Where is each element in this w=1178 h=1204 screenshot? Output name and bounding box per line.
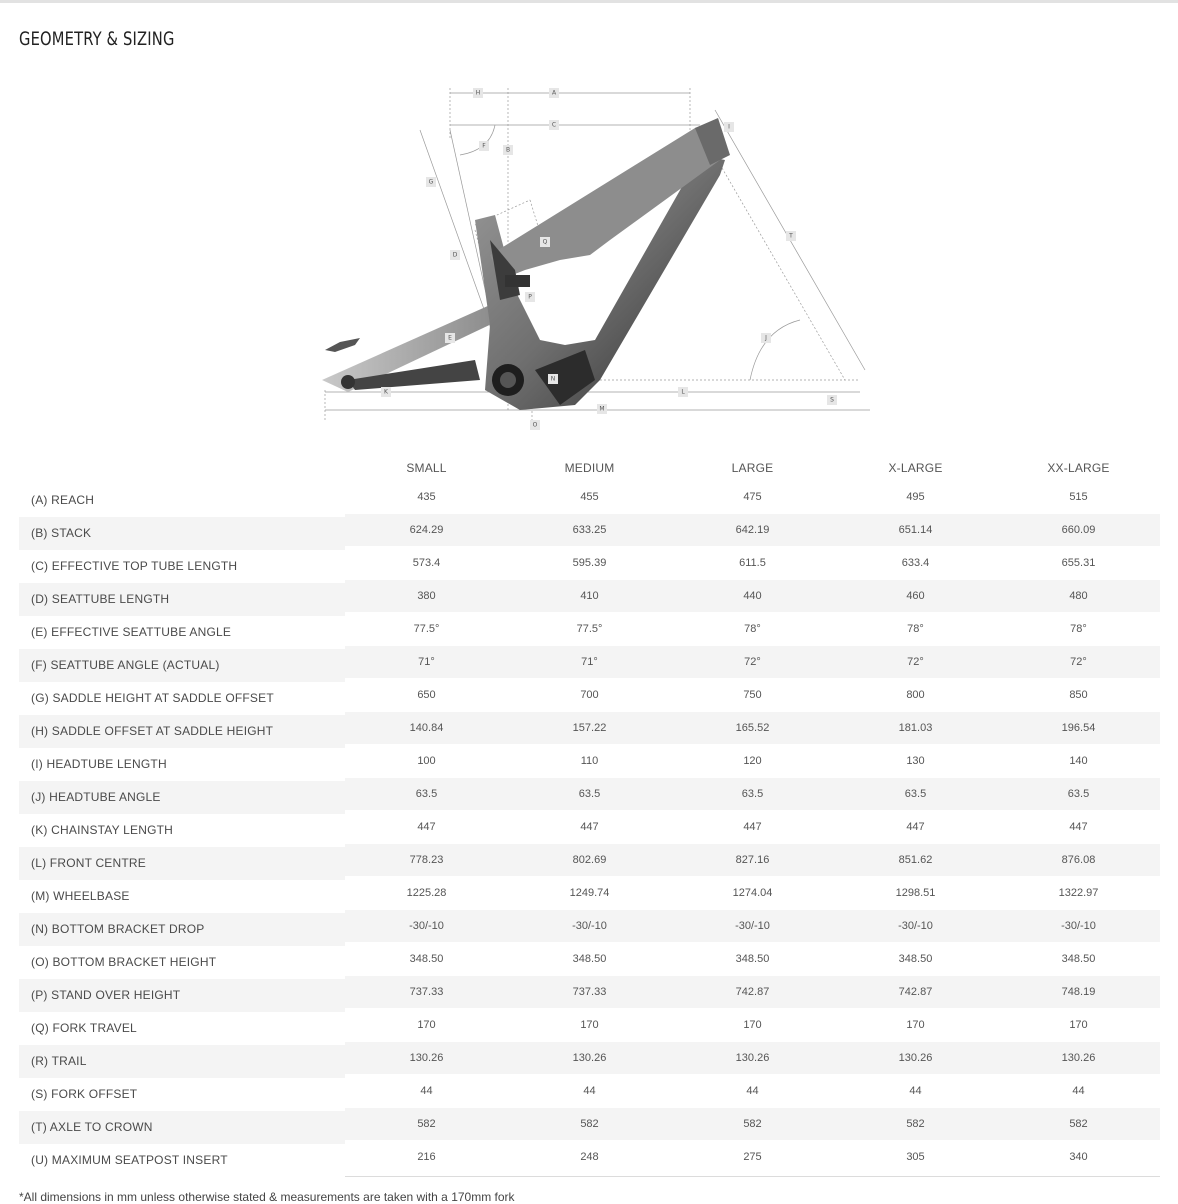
table-row: [19, 913, 1160, 946]
value-cell: 582: [345, 1108, 508, 1141]
value-cell: 170: [508, 1009, 671, 1042]
value-cell: 72°: [671, 646, 834, 679]
value-cell: 44: [508, 1075, 671, 1108]
table-row: [19, 979, 1160, 1012]
svg-text:Q: Q: [542, 238, 548, 246]
value-cell: 78°: [671, 613, 834, 646]
value-cell: 348.50: [671, 943, 834, 976]
row-label: (S) FORK OFFSET: [19, 1078, 345, 1111]
svg-text:I: I: [728, 123, 730, 131]
value-cell: 410: [508, 580, 671, 613]
value-cell: 348.50: [834, 943, 997, 976]
value-cell: 120: [671, 745, 834, 778]
dim-label-k: [381, 387, 391, 397]
svg-text:O: O: [532, 421, 538, 429]
value-cell: 216: [345, 1141, 508, 1174]
value-cell: 63.5: [997, 778, 1160, 811]
value-cell: -30/-10: [834, 910, 997, 943]
dim-label-c: [549, 120, 559, 130]
value-cell: 130.26: [345, 1042, 508, 1075]
value-cell: 851.62: [834, 844, 997, 877]
value-cell: 440: [671, 580, 834, 613]
value-cell: 77.5°: [345, 613, 508, 646]
value-cell: 170: [834, 1009, 997, 1042]
table-row: [19, 781, 1160, 814]
dim-label-i: [724, 122, 734, 132]
row-label: (Q) FORK TRAVEL: [19, 1012, 345, 1045]
value-cell: 63.5: [671, 778, 834, 811]
value-cell: 1274.04: [671, 877, 834, 910]
value-cell: 170: [997, 1009, 1160, 1042]
value-cell: 348.50: [345, 943, 508, 976]
top-divider: [0, 0, 1178, 3]
value-cell: 1225.28: [345, 877, 508, 910]
value-cell: 275: [671, 1141, 834, 1174]
dim-label-p: [525, 292, 535, 302]
value-cell: 72°: [997, 646, 1160, 679]
size-header: LARGE: [731, 460, 774, 475]
value-cell: 742.87: [834, 976, 997, 1009]
value-cell: 63.5: [834, 778, 997, 811]
row-label: (E) EFFECTIVE SEATTUBE ANGLE: [19, 616, 345, 649]
rear-triangle: [322, 305, 500, 392]
table-row: [19, 517, 1160, 550]
row-label: (M) WHEELBASE: [19, 880, 345, 913]
header-label-cell: [19, 452, 345, 484]
value-cell: 170: [345, 1009, 508, 1042]
table-row: [19, 880, 1160, 913]
value-cell: 582: [508, 1108, 671, 1141]
value-cell: 750: [671, 679, 834, 712]
value-cell: 130.26: [508, 1042, 671, 1075]
value-cell: 850: [997, 679, 1160, 712]
value-cell: 1249.74: [508, 877, 671, 910]
value-cell: 651.14: [834, 514, 997, 547]
value-cell: 515: [997, 481, 1160, 514]
table-row: [19, 946, 1160, 979]
value-cell: 44: [345, 1075, 508, 1108]
value-cell: 340: [997, 1141, 1160, 1174]
value-cell: 778.23: [345, 844, 508, 877]
row-label: (B) STACK: [19, 517, 345, 550]
size-header: SMALL: [406, 460, 447, 475]
table-row: [19, 847, 1160, 880]
value-cell: 78°: [834, 613, 997, 646]
row-label: (K) CHAINSTAY LENGTH: [19, 814, 345, 847]
value-cell: 165.52: [671, 712, 834, 745]
value-cell: 595.39: [508, 547, 671, 580]
row-label: (L) FRONT CENTRE: [19, 847, 345, 880]
value-cell: 573.4: [345, 547, 508, 580]
row-label: (G) SADDLE HEIGHT AT SADDLE OFFSET: [19, 682, 345, 715]
value-cell: 800: [834, 679, 997, 712]
bike-frame: [475, 118, 730, 410]
dim-label-j: [761, 333, 771, 343]
value-cell: 495: [834, 481, 997, 514]
value-cell: 181.03: [834, 712, 997, 745]
value-cell: -30/-10: [671, 910, 834, 943]
table-row: [19, 682, 1160, 715]
value-cell: 130: [834, 745, 997, 778]
value-cell: 78°: [997, 613, 1160, 646]
value-cell: 435: [345, 481, 508, 514]
table-row: [19, 1078, 1160, 1111]
table-row: [19, 1012, 1160, 1045]
row-label: (H) SADDLE OFFSET AT SADDLE HEIGHT: [19, 715, 345, 748]
row-label: (C) EFFECTIVE TOP TUBE LENGTH: [19, 550, 345, 583]
value-cell: 196.54: [997, 712, 1160, 745]
dim-label-g: [426, 177, 436, 187]
value-cell: 140.84: [345, 712, 508, 745]
value-cell: 348.50: [997, 943, 1160, 976]
svg-text:M: M: [599, 405, 605, 413]
value-cell: 380: [345, 580, 508, 613]
value-cell: 447: [671, 811, 834, 844]
value-cell: 737.33: [508, 976, 671, 1009]
value-cell: 100: [345, 745, 508, 778]
table-row: [19, 715, 1160, 748]
value-cell: 455: [508, 481, 671, 514]
value-cell: 475: [671, 481, 834, 514]
row-label: (F) SEATTUBE ANGLE (ACTUAL): [19, 649, 345, 682]
value-cell: 742.87: [671, 976, 834, 1009]
value-cell: 447: [508, 811, 671, 844]
value-cell: 63.5: [508, 778, 671, 811]
svg-text:L: L: [681, 388, 685, 396]
svg-text:K: K: [384, 388, 388, 396]
row-label: (J) HEADTUBE ANGLE: [19, 781, 345, 814]
value-cell: 305: [834, 1141, 997, 1174]
svg-text:T: T: [789, 232, 793, 240]
value-cell: 624.29: [345, 514, 508, 547]
table-row: [19, 748, 1160, 781]
size-header: X-LARGE: [888, 460, 943, 475]
value-cell: 63.5: [345, 778, 508, 811]
value-cell: -30/-10: [345, 910, 508, 943]
value-cell: 72°: [834, 646, 997, 679]
value-cell: 1322.97: [997, 877, 1160, 910]
svg-text:C: C: [551, 121, 557, 129]
value-cell: 248: [508, 1141, 671, 1174]
table-row: [19, 583, 1160, 616]
value-cell: -30/-10: [508, 910, 671, 943]
value-cell: 633.25: [508, 514, 671, 547]
svg-text:G: G: [428, 178, 434, 186]
value-cell: 77.5°: [508, 613, 671, 646]
size-header: XX-LARGE: [1047, 460, 1110, 475]
value-cell: 170: [671, 1009, 834, 1042]
table-row: [19, 484, 1160, 517]
value-cell: 140: [997, 745, 1160, 778]
table-row: [19, 550, 1160, 583]
svg-text:E: E: [448, 334, 452, 342]
svg-text:A: A: [551, 89, 557, 97]
row-label: (O) BOTTOM BRACKET HEIGHT: [19, 946, 345, 979]
value-cell: 71°: [508, 646, 671, 679]
size-header-row: [19, 452, 1160, 484]
row-label: (D) SEATTUBE LENGTH: [19, 583, 345, 616]
value-cell: 700: [508, 679, 671, 712]
dim-label-o: [530, 420, 540, 430]
row-label: (A) REACH: [19, 484, 345, 517]
dim-label-l: [678, 387, 688, 397]
geometry-table: [19, 452, 1160, 1177]
value-cell: 748.19: [997, 976, 1160, 1009]
size-header: MEDIUM: [564, 460, 615, 475]
dim-label-n: [548, 374, 558, 384]
value-cell: 447: [834, 811, 997, 844]
table-row: [19, 649, 1160, 682]
value-cell: 71°: [345, 646, 508, 679]
table-row: [19, 1144, 1160, 1177]
value-cell: 447: [997, 811, 1160, 844]
value-cell: 633.4: [834, 547, 997, 580]
value-cell: 130.26: [997, 1042, 1160, 1075]
svg-text:S: S: [830, 396, 834, 404]
svg-text:D: D: [452, 251, 458, 259]
row-label: (I) HEADTUBE LENGTH: [19, 748, 345, 781]
value-cell: 582: [671, 1108, 834, 1141]
svg-text:P: P: [528, 293, 532, 301]
value-cell: 480: [997, 580, 1160, 613]
svg-text:B: B: [505, 146, 511, 154]
value-cell: 44: [997, 1075, 1160, 1108]
dim-label-q: [540, 237, 550, 247]
dim-label-e: [445, 333, 455, 343]
dim-label-s: [827, 395, 837, 405]
svg-text:J: J: [765, 334, 767, 342]
value-cell: 460: [834, 580, 997, 613]
value-cell: 655.31: [997, 547, 1160, 580]
table-row: [19, 1045, 1160, 1078]
row-label: (U) MAXIMUM SEATPOST INSERT: [19, 1144, 345, 1177]
section-title: GEOMETRY & SIZING: [19, 28, 175, 50]
row-label: (N) BOTTOM BRACKET DROP: [19, 913, 345, 946]
value-cell: 642.19: [671, 514, 834, 547]
table-row: [19, 1111, 1160, 1144]
value-cell: 130.26: [671, 1042, 834, 1075]
svg-text:F: F: [482, 142, 486, 150]
value-cell: 44: [671, 1075, 834, 1108]
dim-label-b: [503, 145, 513, 155]
value-cell: 44: [834, 1075, 997, 1108]
value-cell: 157.22: [508, 712, 671, 745]
value-cell: 611.5: [671, 547, 834, 580]
dim-label-m: [597, 404, 607, 414]
svg-text:H: H: [475, 89, 481, 97]
value-cell: 827.16: [671, 844, 834, 877]
dim-label-h: [473, 88, 483, 98]
geometry-diagram: [300, 80, 900, 440]
dim-label-a: [549, 88, 559, 98]
dim-label-t: [786, 231, 796, 241]
row-label: (R) TRAIL: [19, 1045, 345, 1078]
value-cell: 650: [345, 679, 508, 712]
value-cell: 660.09: [997, 514, 1160, 547]
value-cell: 802.69: [508, 844, 671, 877]
svg-text:N: N: [550, 375, 556, 383]
dim-label-d: [450, 250, 460, 260]
value-cell: 876.08: [997, 844, 1160, 877]
table-row: [19, 616, 1160, 649]
dim-label-f: [479, 141, 489, 151]
value-cell: 348.50: [508, 943, 671, 976]
value-cell: 130.26: [834, 1042, 997, 1075]
value-cell: 582: [997, 1108, 1160, 1141]
row-label: (T) AXLE TO CROWN: [19, 1111, 345, 1144]
value-cell: 1298.51: [834, 877, 997, 910]
value-cell: -30/-10: [997, 910, 1160, 943]
value-cell: 737.33: [345, 976, 508, 1009]
value-cell: 582: [834, 1108, 997, 1141]
table-row: [19, 814, 1160, 847]
row-label: (P) STAND OVER HEIGHT: [19, 979, 345, 1012]
footnote: *All dimensions in mm unless otherwise stated & measurements are taken with a 170mm fork: [19, 1190, 515, 1204]
value-cell: 110: [508, 745, 671, 778]
value-cell: 447: [345, 811, 508, 844]
